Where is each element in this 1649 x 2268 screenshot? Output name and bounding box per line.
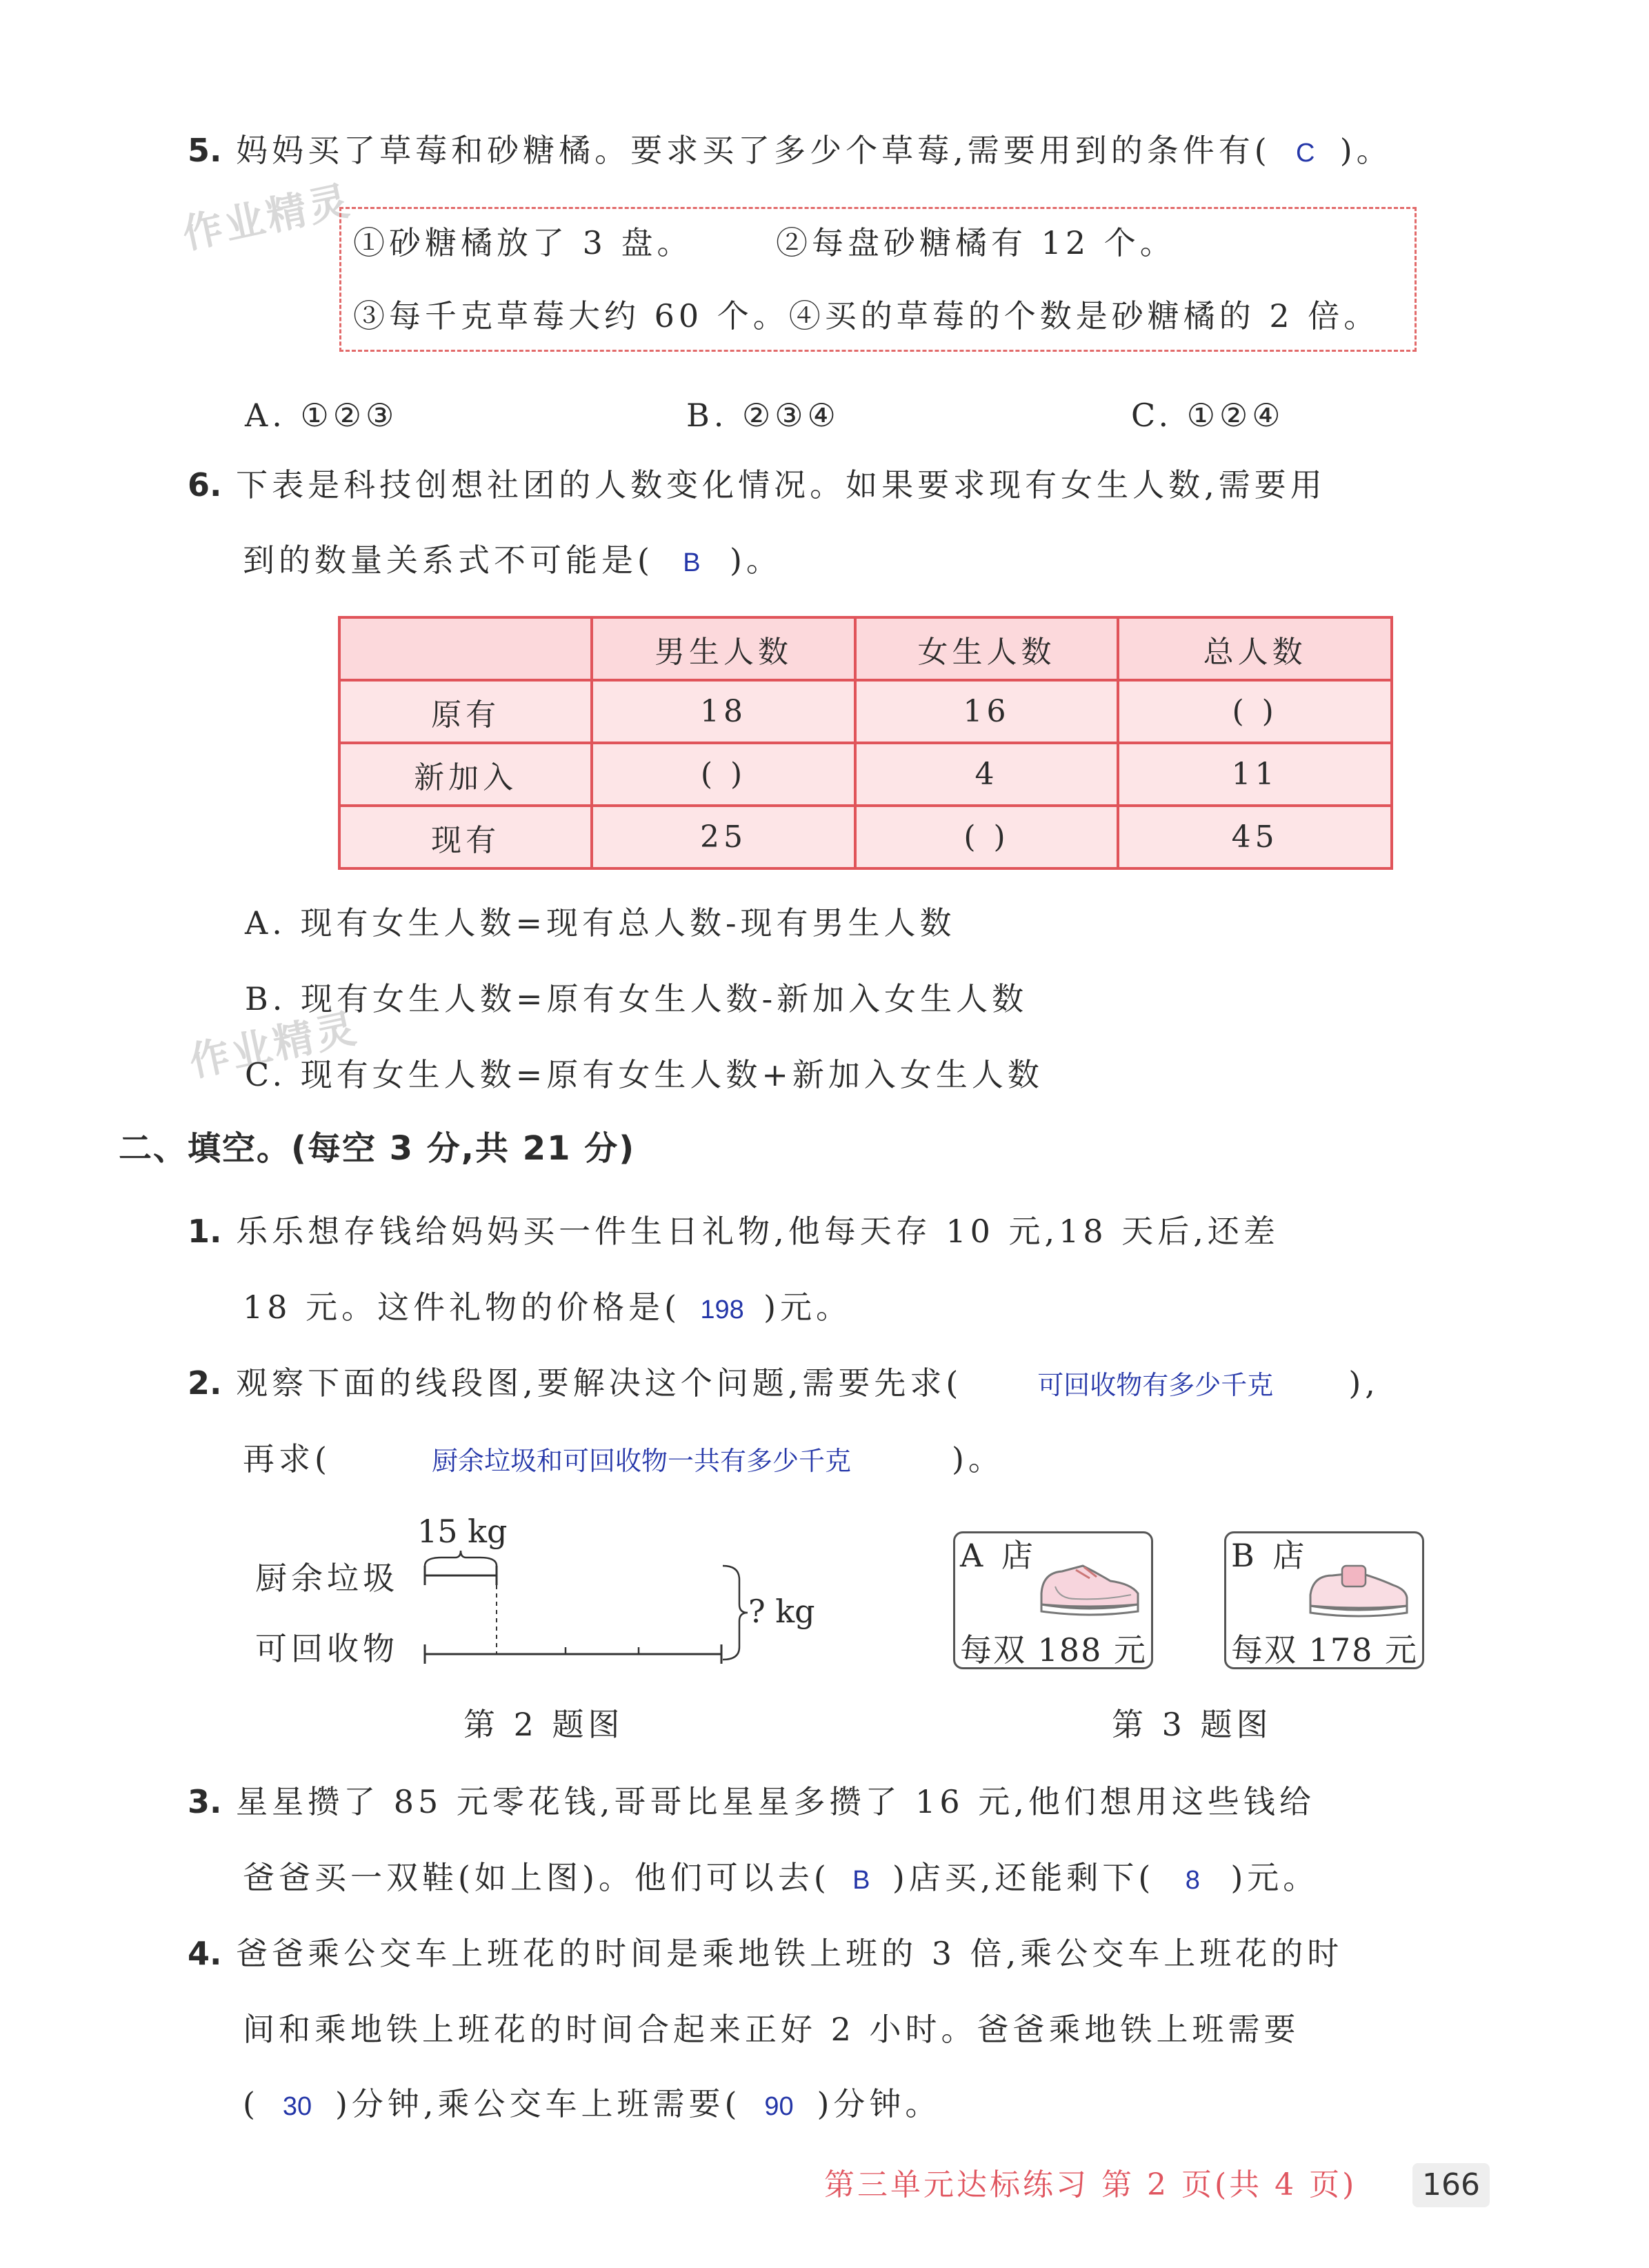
f3-line1: 3. 星星攒了 85 元零花钱,哥哥比星星多攒了 16 元,他们想用这些钱给 bbox=[188, 1783, 1315, 1820]
f4-line1: 4. 爸爸乘公交车上班花的时间是乘地铁上班的 3 倍,乘公交车上班花的时 bbox=[188, 1935, 1343, 1972]
q5-option-b: B. ②③④ bbox=[686, 397, 840, 434]
q6-option-b: B. 现有女生人数=原有女生人数-新加入女生人数 bbox=[245, 980, 1028, 1017]
f4-line3: ( 30 )分钟,乘公交车上班需要( 90 )分钟。 bbox=[243, 2085, 941, 2122]
row-label-kitchen: 厨余垃圾 bbox=[255, 1560, 399, 1597]
q5-option-c: C. ①②④ bbox=[1131, 397, 1285, 434]
table-row: 原有 18 16 ( ) bbox=[339, 680, 1392, 743]
total-brace bbox=[723, 1566, 748, 1660]
q5-line: 5. 妈妈买了草莓和砂糖橘。要求买了多少个草莓,需要用到的条件有( C )。 bbox=[188, 132, 1392, 169]
condition-2: ②每盘砂糖橘有 12 个。 bbox=[776, 224, 1176, 261]
footer-text: 第三单元达标练习 第 2 页(共 4 页) bbox=[824, 2167, 1357, 2202]
q6-line2: 到的数量关系式不可能是( B )。 bbox=[243, 541, 782, 579]
q6-option-a: A. 现有女生人数=现有总人数-现有男生人数 bbox=[245, 904, 956, 942]
f3-line2: 爸爸买一双鞋(如上图)。他们可以去( B )店买,还能剩下( 8 )元。 bbox=[243, 1859, 1319, 1896]
question-number: 6. bbox=[188, 466, 222, 504]
store-a-price: 每双 188 元 bbox=[960, 1631, 1148, 1669]
store-b-label: B 店 bbox=[1231, 1537, 1309, 1574]
condition-1: ①砂糖橘放了 3 盘。 bbox=[353, 224, 693, 261]
watermark: 作业精灵 bbox=[185, 1004, 363, 1086]
q5-answer: C bbox=[1295, 139, 1315, 168]
f4-answer-2: 90 bbox=[764, 2092, 794, 2121]
table-header-row: 男生人数 女生人数 总人数 bbox=[339, 617, 1392, 680]
f4-line2: 间和乘地铁上班花的时间合起来正好 2 小时。爸爸乘地铁上班需要 bbox=[243, 2011, 1300, 2048]
f2-answer-1: 可回收物有多少千克 bbox=[1037, 1371, 1274, 1400]
f4-answer-1: 30 bbox=[282, 2092, 312, 2121]
shoe-icon bbox=[1035, 1545, 1145, 1621]
question-number: 3. bbox=[188, 1783, 222, 1820]
stats-table bbox=[338, 616, 1393, 870]
f2-line2: 再求( 厨余垃圾和可回收物一共有多少千克 )。 bbox=[243, 1440, 1004, 1478]
section-title: 二、填空。(每空 3 分,共 21 分) bbox=[119, 1129, 636, 1168]
figure3-caption: 第 3 题图 bbox=[1112, 1706, 1272, 1743]
f3-answer-1: B bbox=[852, 1866, 870, 1895]
store-a-label: A 店 bbox=[960, 1537, 1037, 1574]
table-row: 新加入 ( ) 4 11 bbox=[339, 743, 1392, 806]
diff-label: 15 kg bbox=[417, 1513, 508, 1550]
q5-text: 妈妈买了草莓和砂糖橘。要求买了多少个草莓,需要用到的条件有( bbox=[236, 132, 1271, 169]
total-label: ? kg bbox=[748, 1593, 815, 1630]
watermark: 作业精灵 bbox=[178, 176, 356, 258]
f1-answer: 198 bbox=[700, 1295, 744, 1324]
sandal-icon bbox=[1303, 1545, 1414, 1621]
f1-line2: 18 元。这件礼物的价格是( 198 )元。 bbox=[243, 1289, 852, 1326]
question-number: 1. bbox=[188, 1213, 222, 1250]
f2-line1: 2. 观察下面的线段图,要解决这个问题,需要先求( 可回收物有多少千克 ), bbox=[188, 1364, 1379, 1402]
condition-3-4: ③每千克草莓大约 60 个。④买的草莓的个数是砂糖橘的 2 倍。 bbox=[353, 297, 1380, 335]
question-number: 5. bbox=[188, 132, 222, 169]
question-number: 4. bbox=[188, 1935, 222, 1972]
q6-option-c: C. 现有女生人数=原有女生人数+新加入女生人数 bbox=[245, 1056, 1043, 1093]
q6-answer: B bbox=[683, 548, 701, 577]
q5-option-a: A. ①②③ bbox=[245, 397, 399, 434]
f2-answer-2: 厨余垃圾和可回收物一共有多少千克 bbox=[431, 1447, 851, 1476]
segment-diagram bbox=[414, 1538, 752, 1676]
question-number: 2. bbox=[188, 1364, 222, 1402]
row-label-recyclable: 可回收物 bbox=[255, 1630, 399, 1667]
q6-line1: 6. 下表是科技创想社团的人数变化情况。如果要求现有女生人数,需要用 bbox=[188, 466, 1326, 504]
f1-line1: 1. 乐乐想存钱给妈妈买一件生日礼物,他每天存 10 元,18 天后,还差 bbox=[188, 1213, 1279, 1250]
page-number: 166 bbox=[1412, 2163, 1490, 2207]
f3-answer-2: 8 bbox=[1185, 1866, 1200, 1895]
figure2-caption: 第 2 题图 bbox=[463, 1706, 624, 1743]
difference-brace bbox=[425, 1551, 497, 1566]
store-b-price: 每双 178 元 bbox=[1231, 1631, 1419, 1669]
table-row: 现有 25 ( ) 45 bbox=[339, 806, 1392, 868]
